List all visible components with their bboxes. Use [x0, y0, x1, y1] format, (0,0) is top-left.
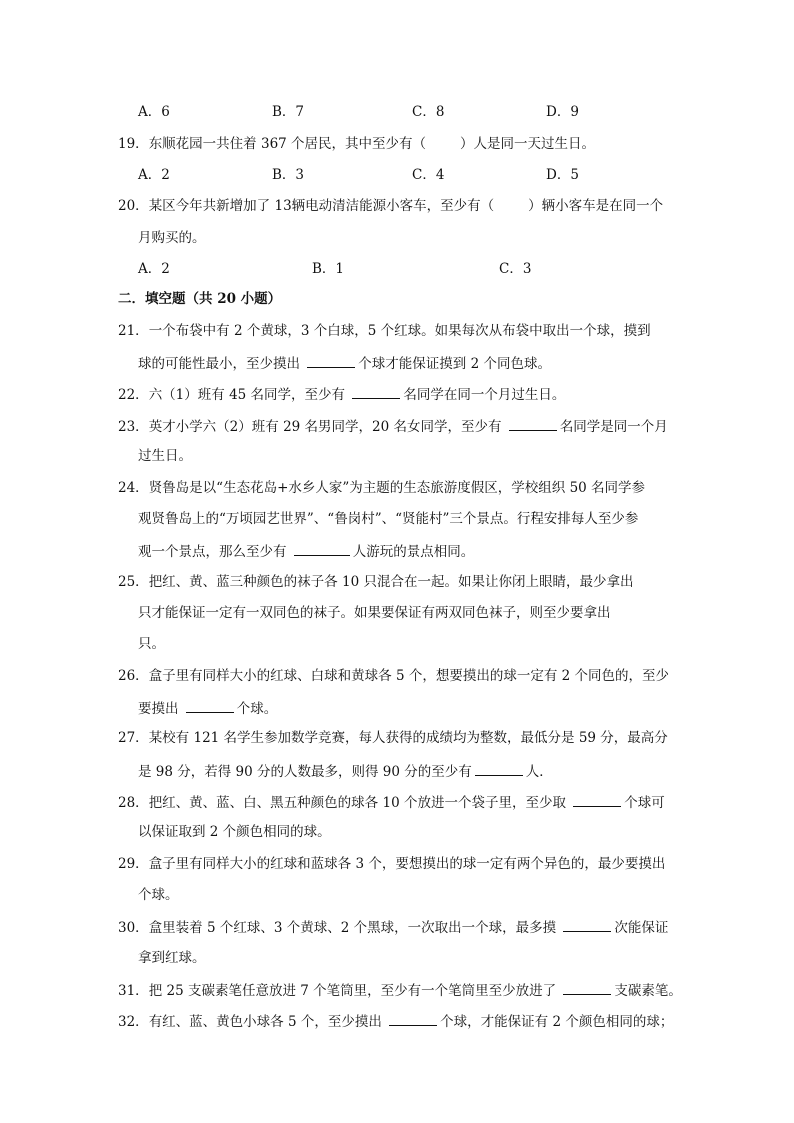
- question-number: 27．: [118, 730, 149, 746]
- q24-text-b: 人游玩的景点相同。: [352, 544, 475, 560]
- q25-text: 把红、黄、蓝三种颜色的袜子各 10 只混合在一起。如果让你闭上眼睛，最少拿出: [148, 574, 634, 590]
- q18-option-d: D．9: [546, 104, 579, 120]
- q20-question-line1: [118, 197, 663, 215]
- q25-question-line3: 只。: [138, 636, 165, 652]
- q32-text-a: 有红、蓝、黄色小球各 5 个，至少摸出: [148, 1014, 387, 1030]
- q23-text-b: 名同学是同一个月: [559, 419, 668, 435]
- q19-question: [118, 135, 595, 153]
- q27-question-line2: [138, 761, 553, 781]
- q31-text-b: 支碳素笔。: [614, 983, 682, 999]
- q28-question-line1: [118, 792, 665, 812]
- question-number: 28．: [118, 795, 149, 811]
- q26-text-b: 个球。: [236, 701, 278, 717]
- question-number: 29．: [118, 856, 149, 872]
- q21-text-a: 球的可能性最小，至少摸出: [138, 356, 305, 372]
- answer-blank[interactable]: [563, 917, 611, 932]
- q20-text-a: 某区今年共新增加了 13辆电动清洁能源小客车，至少有（: [148, 198, 495, 214]
- q28-text-a: 把红、黄、蓝、白、黑五种颜色的球各 10 个放进一个袋子里，至少取: [148, 795, 571, 811]
- q29-question-line1: [118, 855, 665, 873]
- q21-question-line2: [138, 353, 551, 373]
- question-number: 26．: [118, 668, 149, 684]
- q24-question-line1: [118, 479, 645, 497]
- q18-option-b: B．7: [272, 104, 305, 120]
- q26-question-line1: [118, 667, 669, 685]
- question-number: 21．: [118, 323, 149, 339]
- section-title: 二．填空题（共 20 小题）: [118, 291, 282, 307]
- answer-blank[interactable]: [563, 980, 611, 995]
- q18-option-c: C．8: [412, 104, 445, 120]
- q30-text-a: 盒里装着 5 个红球、3 个黄球、2 个黑球，一次取出一个球，最多摸: [148, 920, 561, 936]
- answer-blank[interactable]: [294, 541, 350, 556]
- q22-text-a: 六（1）班有 45 名同学，至少有: [148, 387, 350, 403]
- q23-text-a: 英才小学六（2）班有 29 名男同学，20 名女同学，至少有: [148, 419, 506, 435]
- q30-text-b: 次能保证: [614, 920, 669, 936]
- q29-text: 盒子里有同样大小的红球和蓝球各 3 个，要想摸出的球一定有两个异色的，最少要摸出: [148, 856, 666, 872]
- q26-question-line2: [138, 698, 277, 718]
- q22-text-b: 名同学在同一个月过生日。: [403, 387, 566, 403]
- q29-question-line2: 个球。: [138, 887, 179, 903]
- q18-option-a: A．6: [138, 104, 170, 120]
- answer-blank[interactable]: [389, 1011, 437, 1026]
- q19-option-a: A．2: [138, 167, 170, 183]
- answer-blank[interactable]: [186, 698, 234, 713]
- q23-question-line2: 过生日。: [138, 448, 192, 464]
- q23-question-line1: [118, 416, 668, 436]
- answer-blank[interactable]: [509, 416, 557, 431]
- question-number: 32．: [118, 1014, 149, 1030]
- q30-question-line2: 拿到红球。: [138, 950, 206, 966]
- question-number: 31．: [118, 983, 149, 999]
- question-number: 25．: [118, 574, 149, 590]
- q25-question-line2: 只才能保证一定有一双同色的袜子。如果要保证有两双同色袜子，则至少要拿出: [138, 605, 611, 621]
- q24-text: 贤鲁岛是以“生态花岛+水乡人家”为主题的生态旅游度假区，学校组织 50 名同学参: [148, 480, 646, 496]
- q31-question: [118, 980, 682, 1000]
- answer-blank[interactable]: [307, 353, 355, 368]
- q32-text-b: 个球，才能保证有 2 个颜色相同的球；: [440, 1014, 674, 1030]
- q32-question: [118, 1011, 673, 1031]
- q20-question-line2: 月购买的。: [138, 230, 206, 246]
- q19-option-d: D．5: [546, 167, 579, 183]
- q21-question-line1: [118, 322, 651, 340]
- q20-option-b: B．1: [312, 261, 345, 277]
- q22-question: [118, 384, 565, 404]
- question-number: 23．: [118, 419, 149, 435]
- answer-blank[interactable]: [573, 792, 621, 807]
- q19-option-c: C．4: [412, 167, 445, 183]
- q21-text: 一个布袋中有 2 个黄球，3 个白球，5 个红球。如果每次从布袋中取出一个球，摸到: [148, 323, 651, 339]
- q26-text-a: 要摸出: [138, 701, 183, 717]
- q25-question-line1: [118, 573, 633, 591]
- q20-text-b: ）辆小客车是在同一个: [528, 198, 664, 214]
- q28-question-line2: 以保证取到 2 个颜色相同的球。: [138, 824, 331, 840]
- q27-question-line1: [118, 729, 668, 747]
- q19-text-b: ）人是同一天过生日。: [460, 136, 596, 152]
- q26-text: 盒子里有同样大小的红球、白球和黄球各 5 个，想要摸出的球一定有 2 个同色的，至少: [148, 668, 670, 684]
- q20-option-a: A．2: [138, 261, 170, 277]
- q24-text-a: 观一个景点，那么至少有: [138, 544, 291, 560]
- question-number: 24．: [118, 480, 149, 496]
- q21-text-b: 个球才能保证摸到 2 个同色球。: [358, 356, 551, 372]
- q27-text: 某校有 121 名学生参加数学竞赛，每人获得的成绩均为整数，最低分是 59 分，最高分: [148, 730, 668, 746]
- question-number: 30．: [118, 920, 149, 936]
- question-number: 22．: [118, 387, 149, 403]
- q27-text-b: 人．: [525, 764, 553, 780]
- q19-option-b: B．3: [272, 167, 305, 183]
- question-number: 19．: [118, 136, 149, 152]
- question-number: 20．: [118, 198, 149, 214]
- q31-text-a: 把 25 支碳素笔任意放进 7 个笔筒里，至少有一个笔筒里至少放进了: [148, 983, 561, 999]
- q24-question-line3: [138, 541, 474, 561]
- q27-text-a: 是 98 分，若得 90 分的人数最多，则得 90 分的至少有: [138, 764, 472, 780]
- q30-question-line1: [118, 917, 668, 937]
- q19-text-a: 东顺花园一共住着 367 个居民，其中至少有（: [148, 136, 427, 152]
- q20-option-c: C．3: [499, 261, 532, 277]
- q24-question-line2: 观贤鲁岛上的“万顷园艺世界”、“鲁岗村”、“贤能村”三个景点。行程安排每人至少参: [138, 511, 639, 527]
- answer-blank[interactable]: [475, 761, 523, 776]
- answer-blank[interactable]: [352, 384, 400, 399]
- q28-text-b: 个球可: [624, 795, 665, 811]
